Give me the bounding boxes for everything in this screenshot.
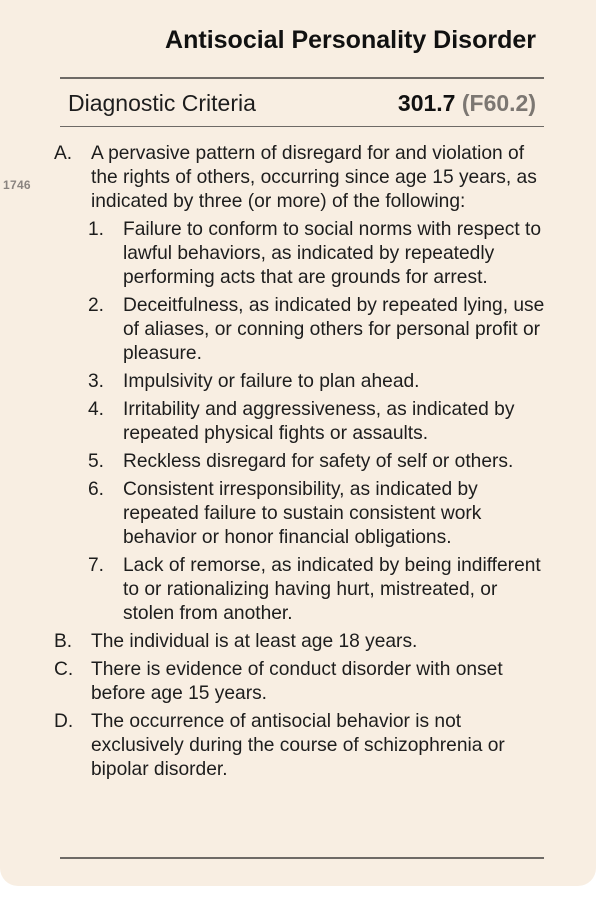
footer-divider [60,857,544,859]
subcriterion-marker: 7. [88,555,105,576]
subcriterion-5 [0,450,596,474]
subcriterion-4 [0,398,596,446]
criterion-marker: C. [54,659,74,680]
subcriterion-marker: 4. [88,399,105,420]
criterion-text: The individual is at least age 18 years. [91,631,418,652]
subcriterion-text: Consistent irresponsibility, as indicated by repeated failure to sustain consistent work behavior or honor financial obligations. [123,479,482,548]
criterion-text: The occurrence of antisocial behavior is not exclusively during the course of schizophrenia or bipolar disorder. [91,711,505,780]
subcriterion-text: Deceitfulness, as indicated by repeated lying, use of aliases, or conning others for personal profit or pleasure. [123,295,545,364]
subcriterion-marker: 1. [88,219,105,240]
subcriterion-text: Failure to conform to social norms with respect to lawful behaviors, as indicated by repeatedly performing acts that are grounds for arrest. [123,219,542,288]
subcriterion-3 [0,370,596,394]
title-divider [60,77,544,79]
criterion-d [0,710,596,782]
subcriterion-1 [0,218,596,290]
subcriterion-6 [0,478,596,550]
subcriterion-text: Impulsivity or failure to plan ahead. [123,371,420,392]
subcriterion-7 [0,554,596,626]
criterion-text: There is evidence of conduct disorder with onset before age 15 years. [91,659,503,704]
criterion-b [0,630,596,654]
subcriterion-marker: 6. [88,479,105,500]
icd-code: (F60.2) [461,89,536,116]
subcriterion-marker: 2. [88,295,105,316]
criterion-marker: A. [54,143,73,164]
dsm-code: 301.7 [397,89,456,116]
criterion-marker: B. [54,631,73,652]
criterion-marker: D. [54,711,74,732]
diagnostic-code [398,90,536,117]
header-divider [60,126,544,127]
page-title: Antisocial Personality Disorder [165,26,536,54]
subcriterion-marker: 5. [88,451,105,472]
subcriterion-text: Irritability and aggressiveness, as indicated by repeated physical fights or assaults. [123,399,515,444]
criterion-c [0,658,596,706]
criteria-list [0,142,596,786]
page-number: 1746 [3,178,31,192]
criteria-label: Diagnostic Criteria [68,89,256,116]
criteria-header [68,86,536,120]
subcriterion-marker: 3. [88,371,105,392]
criterion-text: A pervasive pattern of disregard for and violation of the rights of others, occurring since age 15 years, as indicated by three (or more) of the following: [91,143,537,212]
subcriterion-text: Reckless disregard for safety of self or others. [123,451,514,472]
subcriterion-text: Lack of remorse, as indicated by being indifferent to or rationalizing having hurt, mistreated, or stolen from another. [123,555,541,624]
criterion-a [0,142,596,214]
criterion-a-subitems [0,218,596,626]
subcriterion-2 [0,294,596,366]
